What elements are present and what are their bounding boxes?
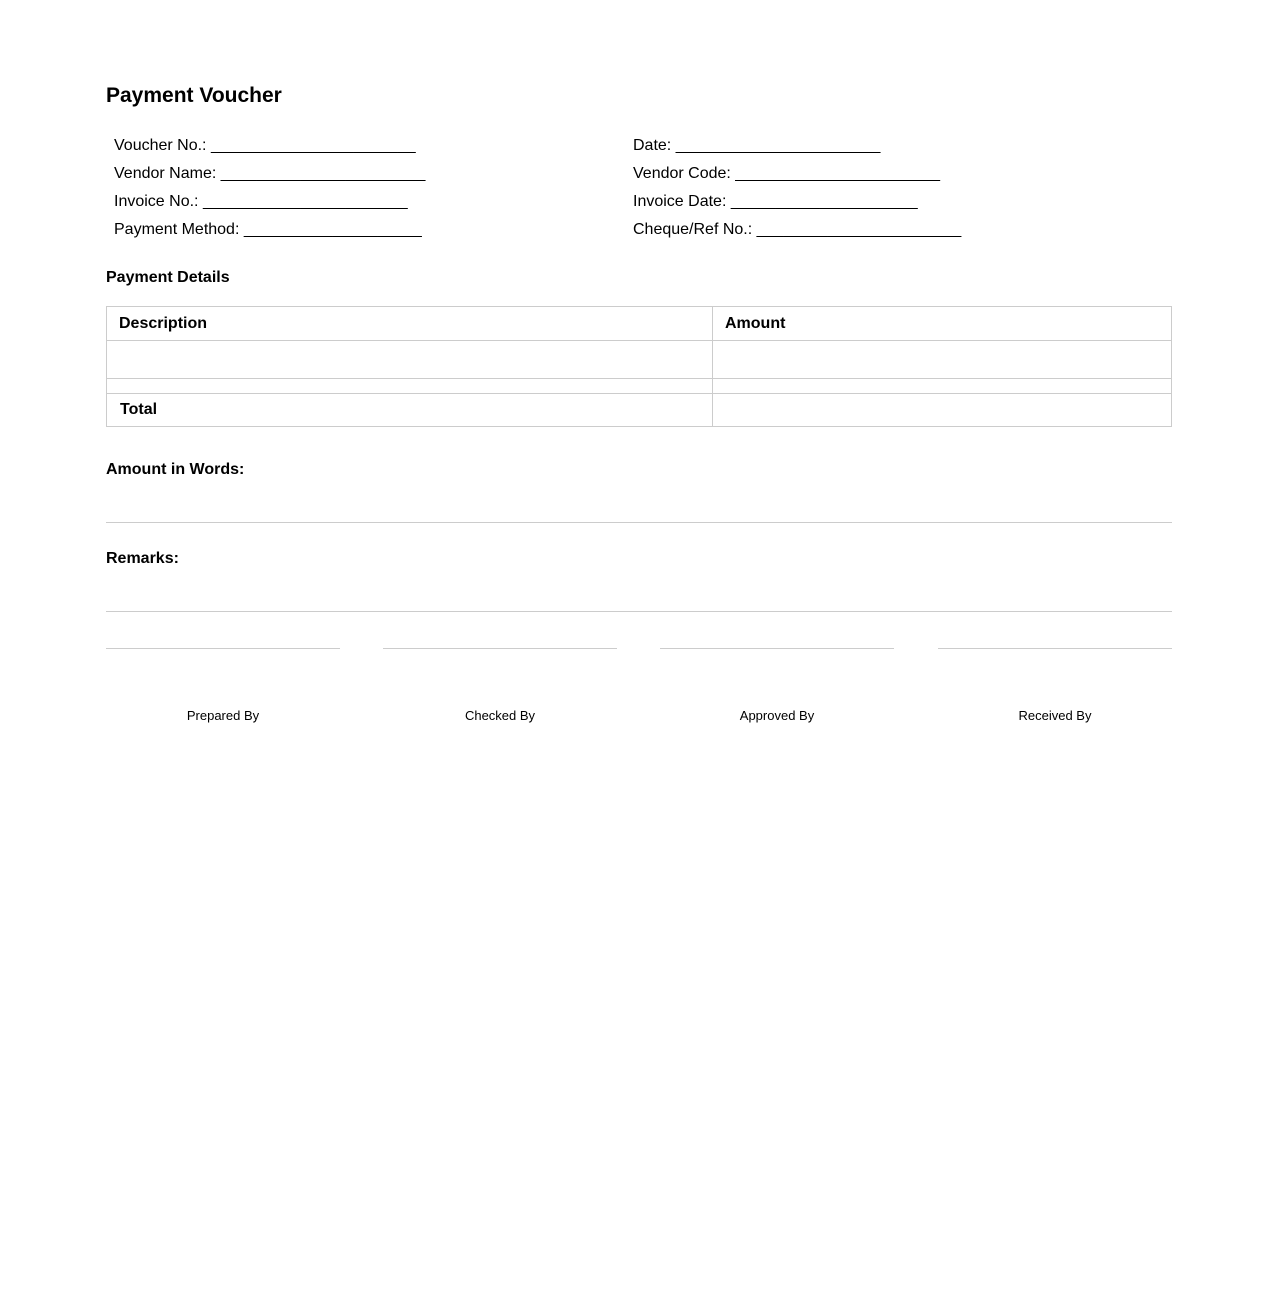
invoice-no-label: Invoice No.: xyxy=(114,193,203,210)
remarks-line[interactable] xyxy=(106,611,1172,612)
date-field[interactable] xyxy=(633,132,961,160)
voucher-no-field[interactable] xyxy=(114,132,425,160)
document-title: Payment Voucher xyxy=(106,84,282,107)
prepared-by-label: Prepared By xyxy=(186,708,260,723)
description-cell[interactable] xyxy=(107,341,713,379)
vendor-name-blank[interactable]: _______________________ xyxy=(220,165,426,182)
payment-details-table xyxy=(106,306,1172,427)
amount-cell[interactable] xyxy=(713,379,1172,394)
description-cell[interactable] xyxy=(107,379,713,394)
vendor-code-label: Vendor Code: xyxy=(633,165,736,182)
date-label: Date: xyxy=(633,137,676,154)
received-by-label: Received By xyxy=(1018,708,1092,723)
invoice-date-blank[interactable]: _____________________ xyxy=(730,193,918,210)
prepared-by-signature-line[interactable] xyxy=(106,648,340,649)
table-row xyxy=(107,379,1172,394)
cheque-ref-blank[interactable]: _______________________ xyxy=(756,221,962,238)
checked-by-signature-line[interactable] xyxy=(383,648,617,649)
approved-by-signature-line[interactable] xyxy=(660,648,894,649)
cheque-ref-field[interactable] xyxy=(633,216,961,244)
payment-details-heading: Payment Details xyxy=(106,269,230,286)
header-fields-right xyxy=(633,132,961,244)
voucher-no-label: Voucher No.: xyxy=(114,137,211,154)
payment-method-label: Payment Method: xyxy=(114,221,244,238)
column-header-description: Description xyxy=(107,307,713,341)
vendor-code-field[interactable] xyxy=(633,160,961,188)
table-row xyxy=(107,341,1172,379)
vendor-name-label: Vendor Name: xyxy=(114,165,221,182)
voucher-no-blank[interactable]: _______________________ xyxy=(210,137,416,154)
invoice-no-field[interactable] xyxy=(114,188,425,216)
vendor-name-field[interactable] xyxy=(114,160,425,188)
date-blank[interactable]: _______________________ xyxy=(675,137,881,154)
checked-by-label: Checked By xyxy=(464,708,536,723)
amount-in-words-line[interactable] xyxy=(106,522,1172,523)
amount-cell[interactable] xyxy=(713,341,1172,379)
amount-in-words-label: Amount in Words: xyxy=(106,461,245,478)
remarks-label: Remarks: xyxy=(106,550,179,567)
total-amount-cell[interactable] xyxy=(713,394,1172,427)
invoice-date-field[interactable] xyxy=(633,188,961,216)
table-header-row xyxy=(107,307,1172,341)
header-fields-left xyxy=(114,132,425,244)
payment-method-blank[interactable]: ____________________ xyxy=(243,221,422,238)
payment-method-field[interactable] xyxy=(114,216,425,244)
invoice-no-blank[interactable]: _______________________ xyxy=(202,193,408,210)
cheque-ref-label: Cheque/Ref No.: xyxy=(633,221,757,238)
column-header-amount: Amount xyxy=(713,307,1172,341)
invoice-date-label: Invoice Date: xyxy=(633,193,731,210)
received-by-signature-line[interactable] xyxy=(938,648,1172,649)
vendor-code-blank[interactable]: _______________________ xyxy=(735,165,940,182)
total-row xyxy=(107,394,1172,427)
approved-by-label: Approved By xyxy=(739,708,815,723)
total-label: Total xyxy=(107,394,713,427)
